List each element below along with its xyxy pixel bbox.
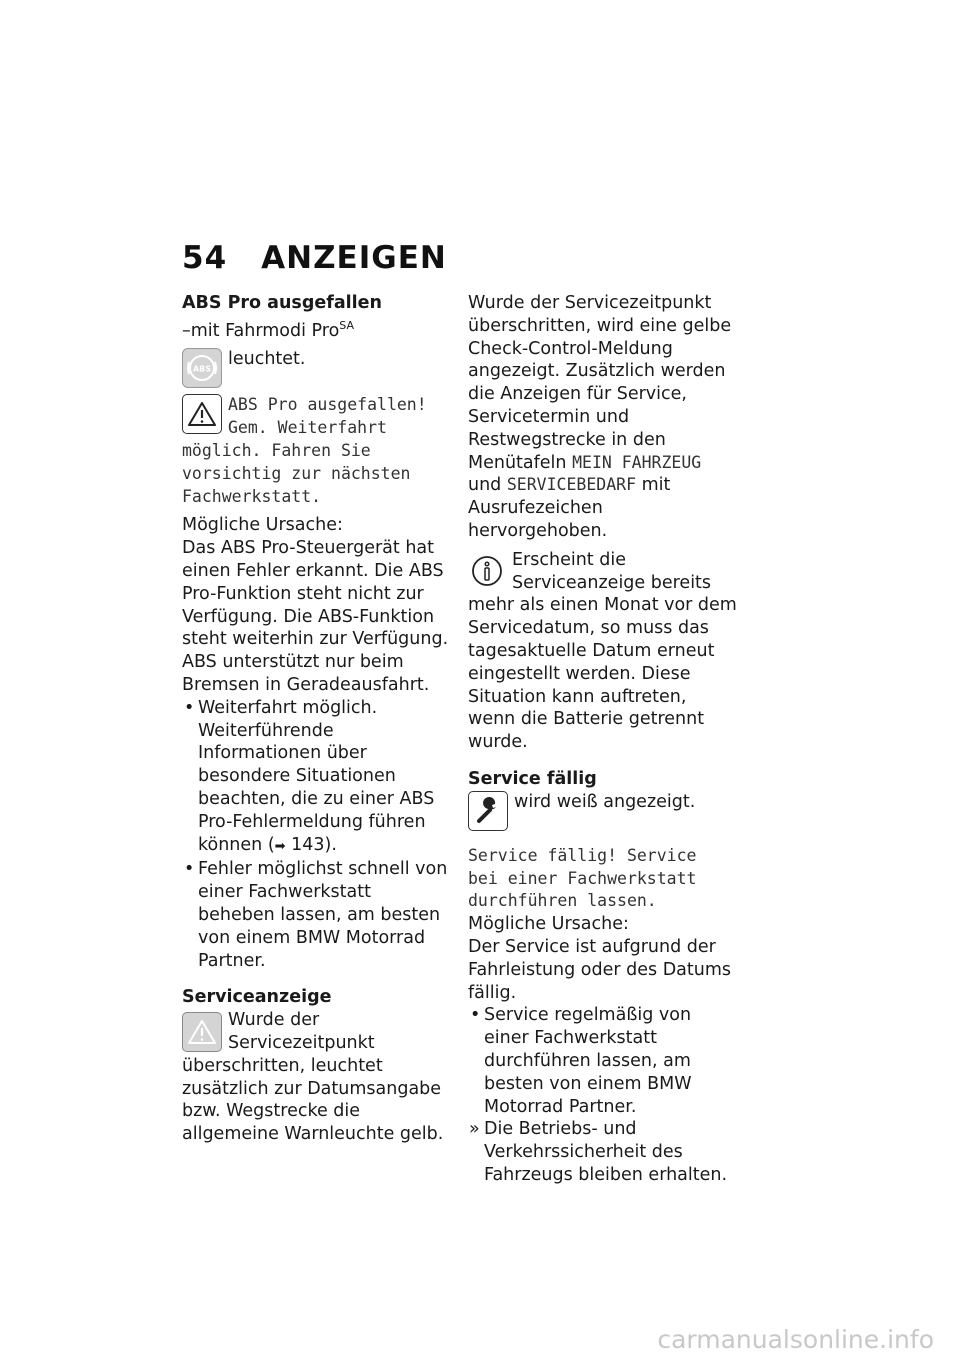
abs-msg-line: Gem. Weiterfahrt (228, 418, 387, 438)
left-column (182, 292, 452, 1146)
service-due-message (468, 845, 738, 913)
list-item: • Weiterfahrt möglich. Weiterführende Informationen über besondere Situationen beachten, die zu einer ABS Pro-Fehlermeldung führen können (➡ 143). (182, 697, 452, 859)
due-msg-line: Service fällig! Service (468, 845, 697, 865)
page-reference[interactable]: 143). (291, 834, 337, 855)
abs-msg-line: ABS Pro ausgefallen! (228, 395, 427, 415)
service-due-icon-text: wird weiß angezeigt. (514, 791, 696, 812)
service-heading: Serviceanzeige (182, 987, 332, 1008)
due-cause-text: Der Service ist aufgrund der Fahrleistung oder des Datums fällig. (468, 936, 732, 1003)
abs-cause-text: Das ABS Pro-Steuergerät hat einen Fehler erkannt. Die ABS Pro-Funktion steht nicht zur Verfügung. Die ABS-Funktion steht weiterhin zur Verfügung. ABS unterstützt nur beim Bremsen in Geradeausfahrt. (182, 538, 449, 695)
abs-warning-icon (182, 348, 222, 388)
abs-cc-message (182, 394, 452, 508)
due-cause-label: Mögliche Ursache: (468, 914, 629, 935)
service-intro: Wurde der Servicezeitpunkt überschritten, wird eine gelbe Check-Control-Meldung angezeigt. Zusätzlich werden die Anzeigen für Service, Servicetermin und Restwegstrecke in den Menütafeln MEIN FAHRZEUG und SERVICEBEDARF mit Ausrufezeichen hervorgehoben. (468, 293, 732, 541)
abs-cause-label: Mögliche Ursache: (182, 515, 343, 536)
page-reference-arrow-icon: ➡ (274, 838, 286, 854)
due-bullet-list (468, 1004, 738, 1118)
svg-text:ABS: ABS (192, 364, 212, 374)
abs-bullet-list (182, 697, 452, 973)
abs-heading: ABS Pro ausgefallen (182, 293, 382, 313)
list-item: • Service regelmäßig von einer Fachwerkstatt durchführen lassen, am besten von einem BMW Motorrad Partner. (468, 1004, 738, 1118)
menu-servicebedarf: SERVICEBEDARF (506, 475, 636, 495)
info-text: Erscheint die Serviceanzeige bereits mehr als einen Monat vor dem Servicedatum, so muss das tagesaktuelle Datum erneut eingestellt werden. Diese Situation kann auftreten, wenn die Batterie getrennt wurde. (468, 549, 737, 753)
service-due-heading: Service fällig (468, 768, 597, 789)
warning-triangle-icon (182, 394, 222, 434)
abs-leuchtet-text: leuchtet. (228, 349, 306, 370)
wrench-icon (468, 791, 508, 831)
page-number: 54 (182, 240, 228, 276)
right-column (468, 292, 738, 1187)
abs-msg-line: vorsichtig zur nächsten (182, 463, 411, 483)
service-text: Wurde der Servicezeitpunkt überschritten, leuchtet zusätzlich zur Datumsangabe bzw. Wegstrecke die allgemeine Warnleuchte gelb. (182, 1010, 444, 1145)
page-header (182, 240, 447, 276)
abs-indicator-row (182, 348, 452, 388)
abs-subheading: –mit Fahrmodi Pro$^{SA}$ (182, 318, 355, 341)
info-note (468, 549, 738, 754)
result-list (468, 1118, 738, 1186)
menu-mein-fahrzeug: MEIN FAHRZEUG (572, 452, 702, 472)
abs-msg-line: Fachwerkstatt. (182, 486, 322, 506)
service-text-block (182, 1009, 452, 1146)
service-due-row (468, 791, 738, 831)
general-warning-light-icon (182, 1012, 222, 1052)
due-msg-line: bei einer Fachwerkstatt (468, 868, 697, 888)
watermark: carmanualsonline.info (657, 1325, 934, 1354)
abs-msg-line: möglich. Fahren Sie (182, 441, 371, 461)
list-item: • Fehler möglichst schnell von einer Fachwerkstatt beheben lassen, am besten von einem BMW Motorrad Partner. (182, 858, 452, 972)
list-item: » Die Betriebs- und Verkehrssicherheit des Fahrzeugs bleiben erhalten. (468, 1118, 738, 1186)
info-icon (468, 552, 506, 590)
chapter-title: ANZEIGEN (261, 240, 447, 276)
due-msg-line: durchführen lassen. (468, 891, 657, 911)
